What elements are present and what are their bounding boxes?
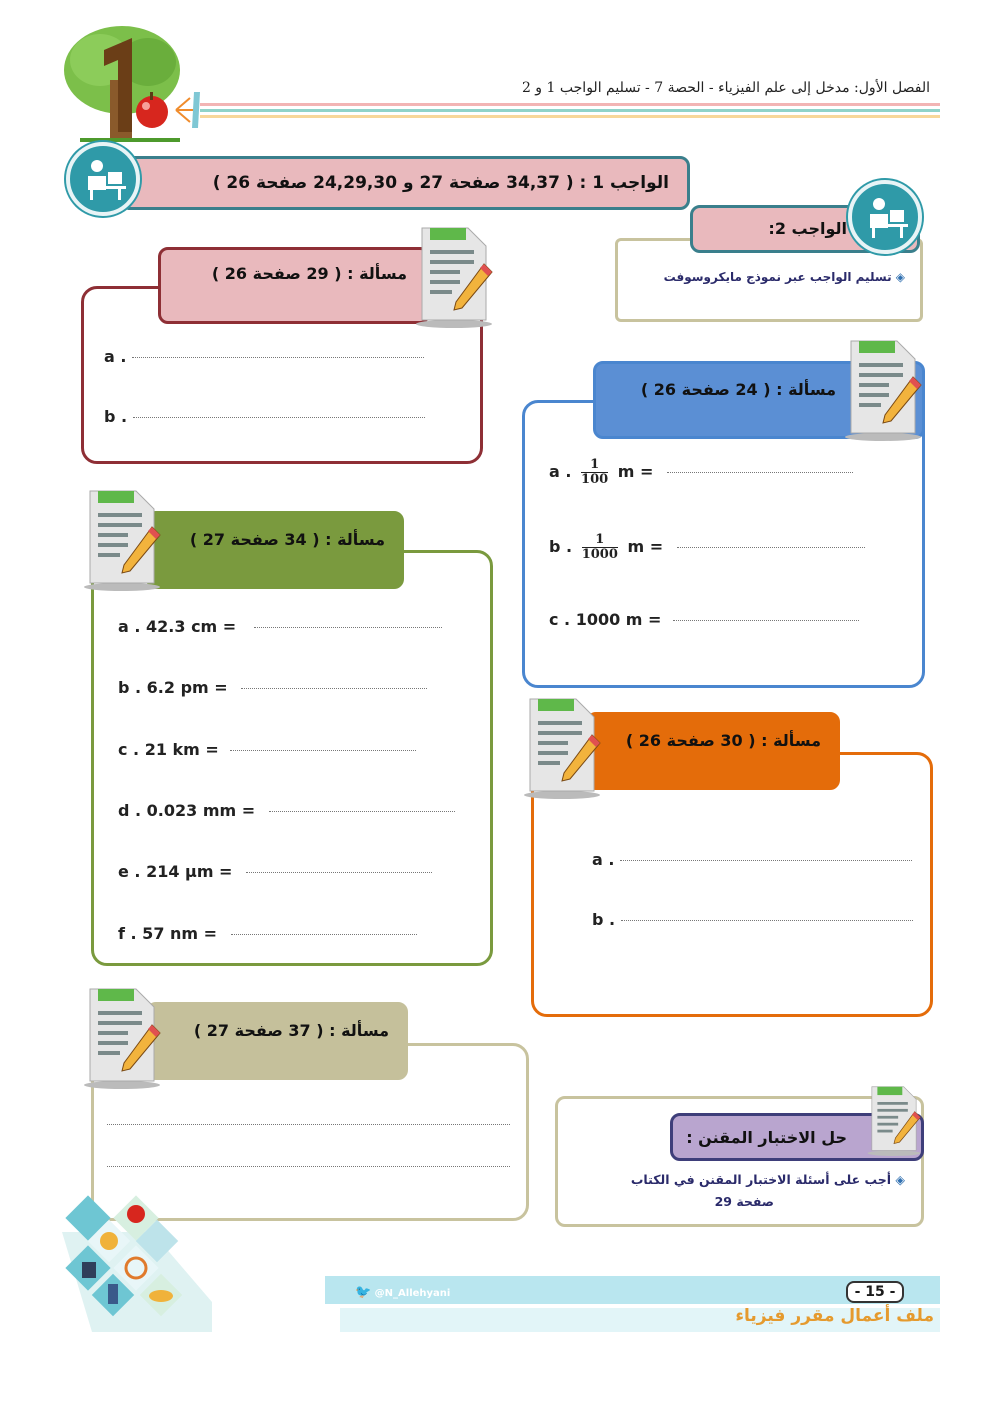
homework1-bar — [120, 156, 690, 210]
header-line-3 — [200, 115, 940, 118]
problem30-row-a: a . — [592, 850, 912, 869]
notepad-pencil-icon — [866, 1084, 922, 1160]
problem24-row-b: b . $\frac{1}{1000}$ m = — [549, 533, 865, 562]
notepad-pencil-icon — [414, 224, 494, 332]
problem34-tab — [146, 511, 404, 589]
problem34-row-d: d . 0.023 mm = — [118, 801, 455, 820]
notepad-pencil-icon — [843, 337, 923, 445]
footer-label: ملف أعمال مقرر فيزياء — [735, 1306, 934, 1326]
problem29-title: مسألة : ( 29 صفحة 26 ) — [211, 264, 407, 283]
problem37-line-1 — [107, 1124, 510, 1125]
problem37-title: مسألة : ( 37 صفحة 27 ) — [193, 1021, 389, 1040]
problem34-row-c: c . 21 km = — [118, 740, 416, 759]
quiz-title: حل الاختبار المقنن : — [686, 1127, 847, 1147]
problem34-row-b: b . 6.2 pm = — [118, 678, 427, 697]
twitter-icon: 🐦 — [355, 1285, 372, 1300]
notepad-pencil-icon — [522, 695, 602, 803]
homework2-label: الواجب 2: — [768, 219, 847, 238]
diamond-bullet-icon: ◈ — [895, 1172, 905, 1187]
problem30-row-b: b . — [592, 910, 913, 929]
problem29-row-b: b . — [104, 407, 425, 426]
problem29-tab — [158, 247, 430, 324]
quiz-note: ◈ أجب على أسئلة الاختبار المقنن في الكتاب — [630, 1172, 905, 1187]
problem30-tab — [586, 712, 840, 790]
quiz-note-page: صفحة 29 — [714, 1194, 774, 1209]
problem34-row-e: e . 214 µm = — [118, 862, 432, 881]
twitter-handle: 🐦 @N_Allehyani — [355, 1285, 451, 1300]
diamond-bullet-icon: ◈ — [895, 270, 905, 284]
notepad-pencil-icon — [82, 487, 162, 595]
header-title: الفصل الأول: مدخل إلى علم الفيزياء - الحصة 7 - تسليم الواجب 1 و 2 — [521, 80, 930, 96]
notepad-pencil-icon — [82, 985, 162, 1093]
problem37-line-2 — [107, 1166, 510, 1167]
fraction-b: $\frac{1}{1000}$ — [581, 532, 618, 562]
header-line-1 — [200, 103, 940, 106]
arrows-icon — [172, 88, 202, 132]
science-icons-cluster — [62, 1192, 212, 1332]
homework1-label: الواجب 1 : ( 34,37 صفحة 27 و 24,29,30 صفحة 26 ) — [212, 173, 669, 193]
page-number: - 15 - — [846, 1281, 904, 1303]
problem34-row-a: a . 42.3 cm = — [118, 617, 442, 636]
fraction-a: $\frac{1}{100}$ — [581, 457, 609, 487]
problem24-title: مسألة : ( 24 صفحة 26 ) — [640, 380, 836, 399]
problem24-row-a: a . $\frac{1}{100}$ m = — [549, 458, 853, 487]
problem37-tab — [146, 1002, 408, 1080]
desk-icon-2 — [848, 180, 922, 254]
homework2-note: ◈ تسليم الواجب عبر نموذج مايكروسوفت — [663, 270, 905, 284]
problem30-title: مسألة : ( 30 صفحة 26 ) — [625, 731, 821, 750]
header-line-2 — [200, 109, 940, 112]
problem34-row-f: f . 57 nm = — [118, 924, 417, 943]
problem29-row-a: a . — [104, 347, 424, 366]
problem24-row-c: c . 1000 m = — [549, 610, 859, 629]
problem34-title: مسألة : ( 34 صفحة 27 ) — [189, 530, 385, 549]
desk-icon — [66, 142, 140, 216]
